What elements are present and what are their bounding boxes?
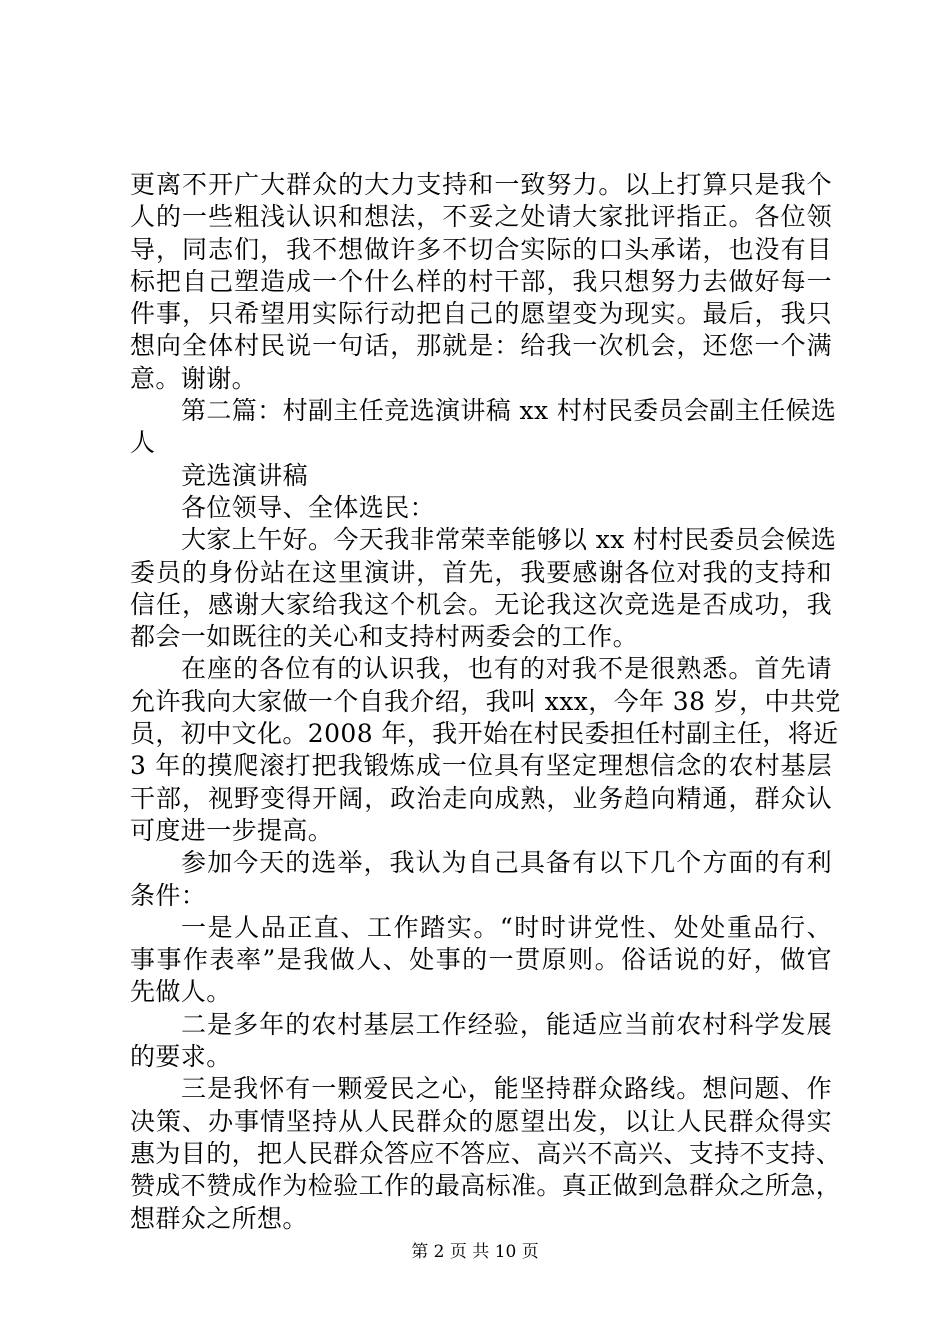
paragraph [130, 1073, 842, 1234]
paragraph [130, 492, 832, 524]
text-line: 想向全体村民说一句话，那就是：给我一次机会，还您一个满 [130, 331, 832, 361]
text-line: 更离不开广大群众的大力支持和一致努力。以上打算只是我个 [130, 170, 832, 199]
text-line: 想群众之所想。 [130, 1203, 308, 1233]
text-line: 第二篇：村副主任竞选演讲稿 xx 村村民委员会副主任候选 [181, 396, 837, 426]
text-line: 都会一如既往的关心和支持村两委会的工作。 [130, 622, 639, 652]
paragraph [130, 1009, 832, 1074]
text-line: 决策、办事情坚持从人民群众的愿望出发，以让人民群众得实 [130, 1106, 832, 1136]
text-line: 大家上午好。今天我非常荣幸能够以 xx 村村民委员会候选 [181, 525, 837, 555]
text-line: 竞选演讲稿 [181, 460, 309, 490]
text-line: 在座的各位有的认识我，也有的对我不是很熟悉。首先请 [181, 654, 832, 684]
document-body [130, 169, 842, 1235]
paragraph [130, 524, 837, 653]
paragraph [130, 847, 832, 912]
paragraph [130, 395, 837, 460]
paragraph [130, 912, 832, 1009]
text-line: 信任，感谢大家给我这个机会。无论我这次竞选是否成功，我 [130, 589, 832, 619]
text-line: 件事，只希望用实际行动把自己的愿望变为现实。最后，我只 [130, 299, 832, 329]
text-line: 赞成不赞成作为检验工作的最高标准。真正做到急群众之所急， [130, 1171, 842, 1201]
text-line: 标把自己塑造成一个什么样的村干部，我只想努力去做好每一 [130, 266, 832, 296]
page-footer [0, 1240, 950, 1264]
text-line: 一是人品正直、工作踏实。“时时讲党性、处处重品行、 [181, 912, 832, 942]
text-line: 员，初中文化。2008 年，我开始在村民委担任村副主任，将近 [130, 719, 839, 749]
text-line: 三是我怀有一颗爱民之心，能坚持群众路线。想问题、作 [181, 1074, 832, 1104]
paragraph [130, 653, 841, 847]
text-line: 3 年的摸爬滚打把我锻炼成一位具有坚定理想信念的农村基层 [130, 751, 832, 781]
text-line: 事事作表率”是我做人、处事的一贯原则。俗话说的好，做官 [130, 945, 832, 975]
text-line: 各位领导、全体选民： [181, 492, 436, 522]
text-line: 条件： [130, 880, 207, 910]
text-line: 意。谢谢。 [130, 363, 258, 393]
text-line: 参加今天的选举，我认为自己具备有以下几个方面的有利 [181, 848, 832, 878]
paragraph [130, 460, 832, 492]
text-line: 先做人。 [130, 977, 232, 1007]
text-line: 的要求。 [130, 1042, 232, 1072]
page-number-label: 第 2 页 共 10 页 [411, 1242, 539, 1262]
text-line: 人的一些粗浅认识和想法，不妥之处请大家批评指正。各位领 [130, 202, 832, 232]
text-line: 人 [130, 428, 156, 458]
text-line: 可度进一步提高。 [130, 815, 334, 845]
text-line: 二是多年的农村基层工作经验，能适应当前农村科学发展 [181, 1009, 832, 1039]
paragraph [130, 169, 832, 395]
text-line: 导，同志们，我不想做许多不切合实际的口头承诺，也没有目 [130, 234, 832, 264]
text-line: 允许我向大家做一个自我介绍，我叫 xxx，今年 38 岁，中共党 [130, 686, 841, 716]
text-line: 委员的身份站在这里演讲，首先，我要感谢各位对我的支持和 [130, 557, 832, 587]
text-line: 惠为目的，把人民群众答应不答应、高兴不高兴、支持不支持、 [130, 1138, 842, 1168]
text-line: 干部，视野变得开阔，政治走向成熟，业务趋向精通，群众认 [130, 783, 832, 813]
